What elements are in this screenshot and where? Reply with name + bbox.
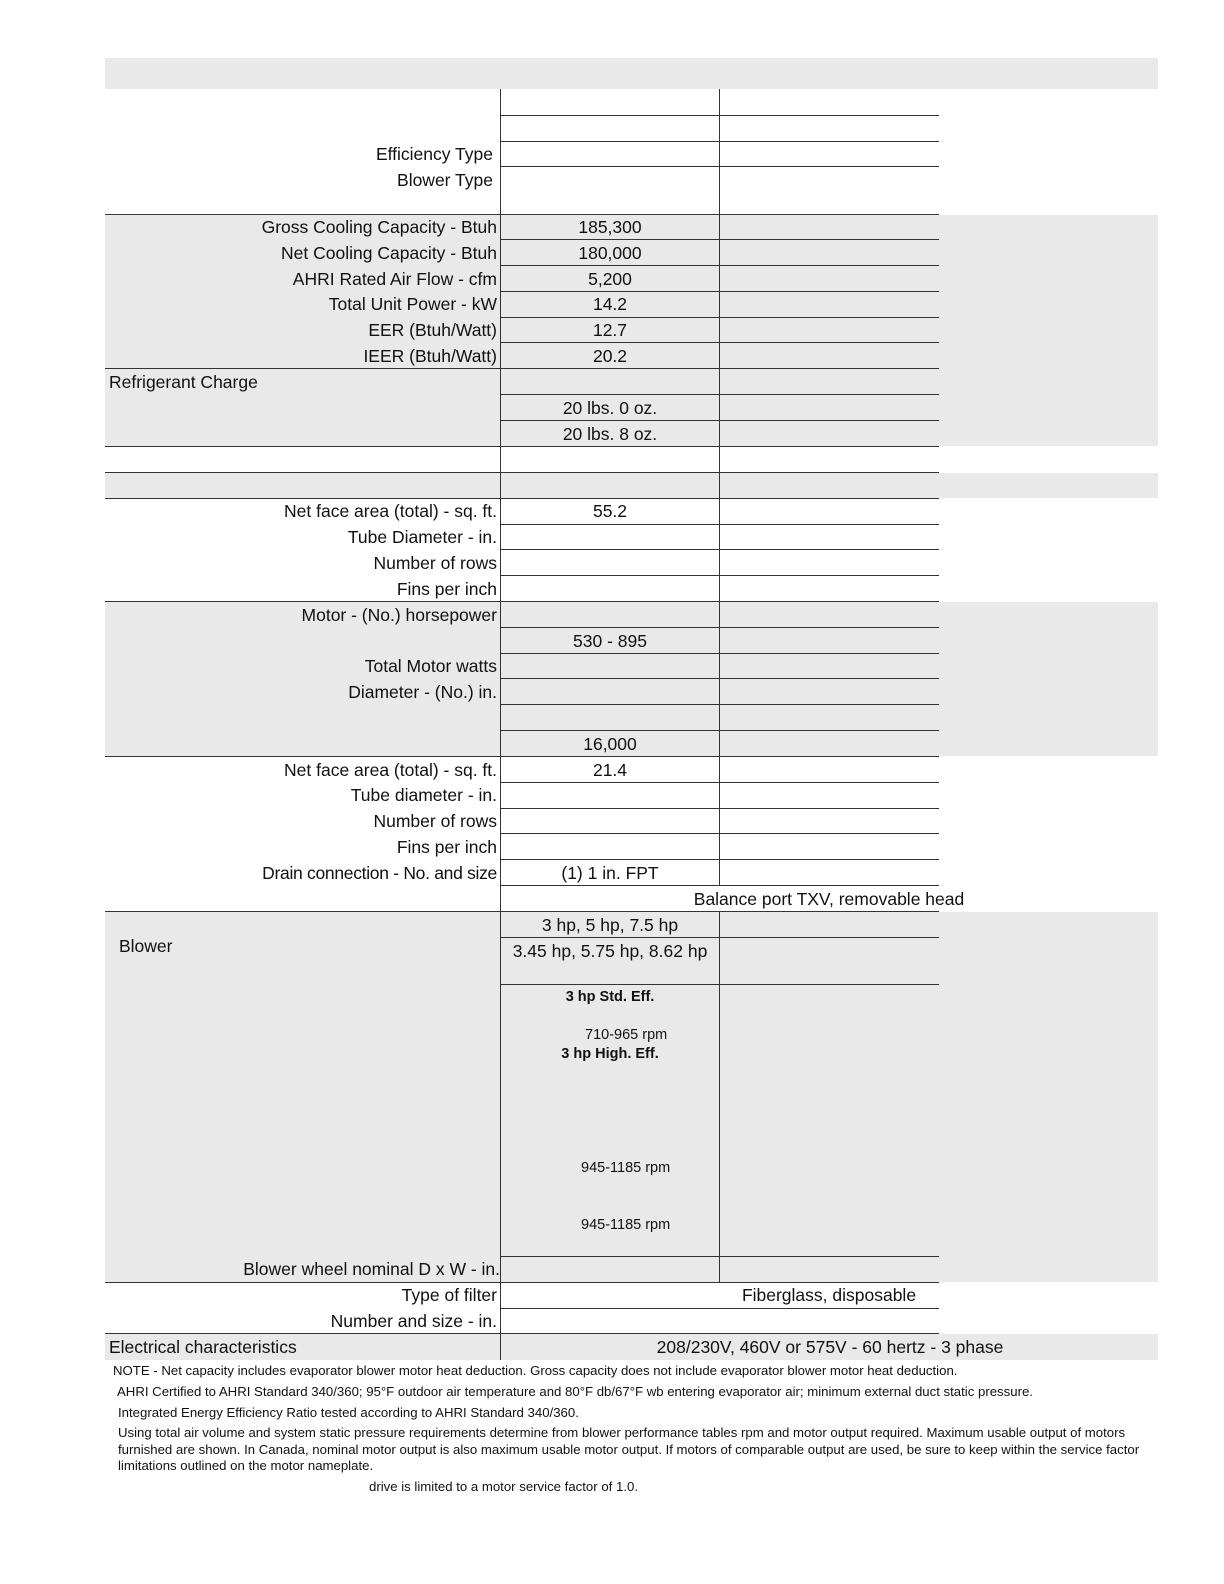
electrical-label: Electrical characteristics	[109, 1337, 297, 1357]
blower-wheel-label: Blower wheel nominal D x W - in.	[243, 1259, 500, 1279]
header-band	[105, 58, 1158, 89]
blower-rpm-2: 945-1185 rpm	[581, 1160, 671, 1176]
outdoor-coil-face-area-value: 55.2	[592, 501, 628, 521]
outdoor-coil-face-area-label: Net face area (total) - sq. ft.	[284, 501, 497, 521]
filter-type-label: Type of filter	[401, 1285, 497, 1305]
refrigerant-value-1: 20 lbs. 0 oz.	[562, 398, 658, 418]
row-line	[500, 653, 939, 654]
electrical-value: 208/230V, 460V or 575V - 60 hertz - 3 phase	[656, 1337, 1004, 1357]
row-line	[500, 808, 939, 809]
row-line	[500, 833, 939, 834]
air-flow-value: 5,200	[588, 269, 632, 289]
row-line	[105, 911, 939, 912]
column-divider-2	[719, 89, 720, 886]
refrigerant-value-2: 20 lbs. 8 oz.	[562, 424, 658, 444]
fan-diameter-label: Diameter - (No.) in.	[348, 682, 497, 702]
filter-type-value: Fiberglass, disposable	[741, 1285, 917, 1305]
row-line	[500, 141, 939, 142]
row-line	[105, 472, 939, 473]
drain-connection-label: Drain connection - No. and size	[262, 863, 497, 883]
filter-size-label: Number and size - in.	[330, 1311, 497, 1331]
refrigerant-charge-label: Refrigerant Charge	[109, 372, 258, 392]
row-line	[500, 1256, 939, 1257]
net-cooling-value: 180,000	[578, 243, 642, 263]
row-line	[105, 1282, 939, 1283]
row-line	[500, 239, 939, 240]
blower-label: Blower	[119, 936, 173, 956]
row-line	[105, 446, 939, 447]
row-line	[105, 368, 939, 369]
row-line	[500, 166, 939, 167]
row-line	[105, 756, 939, 757]
blower-motor-output-value: 3.45 hp, 5.75 hp, 8.62 hp	[512, 941, 708, 961]
net-cooling-label: Net Cooling Capacity - Btuh	[281, 243, 497, 263]
blower-type-label: Blower Type	[397, 170, 493, 190]
indoor-coil-fins-label: Fins per inch	[396, 837, 497, 857]
row-line	[500, 678, 939, 679]
row-line	[105, 601, 939, 602]
outdoor-coil-tube-label: Tube Diameter - in.	[347, 527, 497, 547]
fan-air-volume-value: 16,000	[583, 734, 637, 754]
eer-value: 12.7	[592, 320, 628, 340]
section-band-1	[105, 473, 1158, 498]
row-line	[500, 317, 939, 318]
row-line	[500, 265, 939, 266]
row-line	[500, 984, 939, 985]
row-line	[105, 214, 939, 215]
row-line	[105, 1333, 939, 1334]
note-air-volume: Using total air volume and system static pressure requirements determine from blower performance tables rpm and motor output required. Maximum usable output of motors furnished are shown. In Canada, nominal motor output is also maximum usable motor output. If motors of comparable output are used, be sure to keep within the service factor limitations outlined on the motor nameplate.	[118, 1425, 1140, 1473]
row-line	[500, 859, 939, 860]
ieer-value: 20.2	[592, 346, 628, 366]
blower-rpm-1: 710-965 rpm	[585, 1027, 668, 1043]
fan-motor-watts-label: Total Motor watts	[364, 656, 497, 676]
row-line	[500, 394, 939, 395]
outdoor-coil-rows-label: Number of rows	[373, 553, 497, 573]
row-line	[500, 115, 939, 116]
row-line	[500, 730, 939, 731]
row-line	[500, 524, 939, 525]
note-net-capacity: NOTE - Net capacity includes evaporator blower motor heat deduction. Gross capacity does not include evaporator blower motor heat deduction.	[113, 1363, 958, 1378]
ieer-label: IEER (Btuh/Watt)	[363, 346, 497, 366]
row-line	[500, 420, 939, 421]
gross-cooling-label: Gross Cooling Capacity - Btuh	[261, 217, 497, 237]
indoor-coil-rows-label: Number of rows	[373, 811, 497, 831]
row-line	[500, 1308, 939, 1309]
row-line	[500, 885, 939, 886]
row-line	[500, 342, 939, 343]
fan-motor-watts-value: 530 - 895	[573, 631, 647, 651]
efficiency-type-label: Efficiency Type	[375, 144, 493, 164]
column-divider-2b	[719, 912, 720, 1282]
fan-motor-hp-label: Motor - (No.) horsepower	[301, 605, 497, 625]
row-line	[500, 782, 939, 783]
expansion-device-value: Balance port TXV, removable head	[693, 889, 965, 909]
gross-cooling-value: 185,300	[578, 217, 642, 237]
row-line	[500, 549, 939, 550]
note-ahri-certified: AHRI Certified to AHRI Standard 340/360; 95°F outdoor air temperature and 80°F db/67°F wb entering evaporator air; minimum external duct static pressure.	[117, 1384, 1033, 1399]
row-line	[500, 704, 939, 705]
blower-std-eff-label: 3 hp Std. Eff.	[565, 989, 655, 1005]
eer-label: EER (Btuh/Watt)	[368, 320, 497, 340]
air-flow-label: AHRI Rated Air Flow - cfm	[292, 269, 497, 289]
row-line	[500, 627, 939, 628]
row-line	[500, 575, 939, 576]
note-ieer: Integrated Energy Efficiency Ratio tested according to AHRI Standard 340/360.	[118, 1405, 579, 1420]
drain-connection-value: (1) 1 in. FPT	[561, 863, 659, 883]
blower-rpm-3: 945-1185 rpm	[581, 1217, 671, 1233]
blower-high-eff-label: 3 hp High. Eff.	[561, 1046, 659, 1062]
indoor-coil-tube-label: Tube diameter - in.	[350, 785, 497, 805]
row-line	[500, 937, 939, 938]
outdoor-fans-band	[105, 602, 1158, 756]
indoor-coil-face-area-label: Net face area (total) - sq. ft.	[284, 760, 497, 780]
row-line	[500, 291, 939, 292]
row-line	[105, 498, 939, 499]
unit-power-value: 14.2	[592, 294, 628, 314]
outdoor-coil-fins-label: Fins per inch	[396, 579, 497, 599]
indoor-coil-face-area-value: 21.4	[592, 760, 628, 780]
blower-motor-hp-value: 3 hp, 5 hp, 7.5 hp	[541, 915, 679, 935]
unit-power-label: Total Unit Power - kW	[328, 294, 497, 314]
note-drive-limit: drive is limited to a motor service factor of 1.0.	[369, 1479, 638, 1494]
